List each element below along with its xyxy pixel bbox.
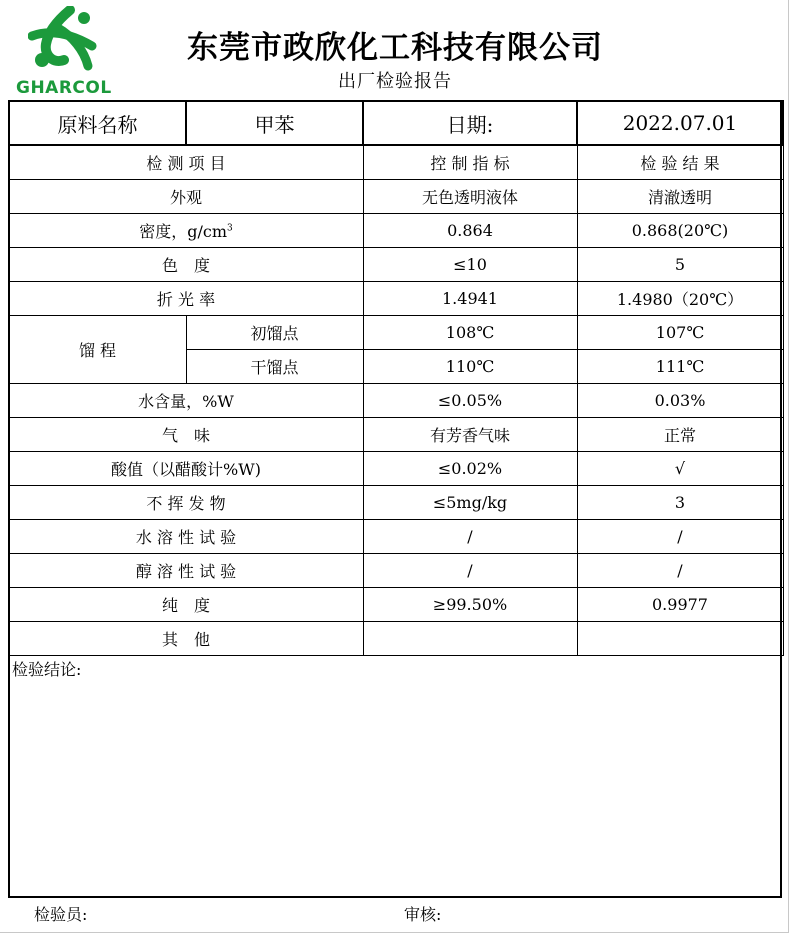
column-result-header: 检 验 结 果 <box>577 145 783 180</box>
material-value: 甲苯 <box>186 101 363 145</box>
info-row <box>9 101 783 145</box>
table-row <box>9 520 783 554</box>
item-spec: 108℃ <box>363 316 577 350</box>
item-subname: 初馏点 <box>186 316 363 350</box>
item-result: 正常 <box>577 418 783 452</box>
item-name <box>9 214 363 248</box>
item-name: 色 度 <box>9 248 363 282</box>
item-spec: ≤0.05% <box>363 384 577 418</box>
item-name: 不 挥 发 物 <box>9 486 363 520</box>
item-spec <box>363 622 577 656</box>
item-name: 水 溶 性 试 验 <box>9 520 363 554</box>
item-name: 气 味 <box>9 418 363 452</box>
item-name: 其 他 <box>9 622 363 656</box>
column-header-row <box>9 145 783 180</box>
item-spec: 1.4941 <box>363 282 577 316</box>
item-result: 1.4980（20℃） <box>577 282 783 316</box>
logo-text: GHARCOL <box>16 78 112 98</box>
table-row <box>9 486 783 520</box>
table-row <box>9 622 783 656</box>
item-result: 107℃ <box>577 316 783 350</box>
inspector-label: 检验员: <box>34 905 88 924</box>
date-value: 2022.07.01 <box>577 101 783 145</box>
item-result: / <box>577 554 783 588</box>
table-row <box>9 554 783 588</box>
item-result: 5 <box>577 248 783 282</box>
item-spec: ≤10 <box>363 248 577 282</box>
reviewer-label: 审核: <box>404 905 442 924</box>
company-name: 东莞市政欣化工科技有限公司 <box>187 30 603 66</box>
conclusion-label: 检验结论: <box>12 660 82 679</box>
report-title: 出厂检验报告 <box>338 71 452 92</box>
table-row <box>9 588 783 622</box>
item-name: 纯 度 <box>9 588 363 622</box>
item-spec: 0.864 <box>363 214 577 248</box>
column-item-header: 检 测 项 目 <box>9 145 363 180</box>
item-name: 醇 溶 性 试 验 <box>9 554 363 588</box>
item-result: √ <box>577 452 783 486</box>
item-result: 111℃ <box>577 350 783 384</box>
item-spec: 110℃ <box>363 350 577 384</box>
density-name: 密度，g/cm <box>139 222 228 241</box>
distillation-name: 馏 程 <box>9 316 186 384</box>
item-result: 3 <box>577 486 783 520</box>
item-name: 外观 <box>9 180 363 214</box>
item-spec: ≥99.50% <box>363 588 577 622</box>
table-row <box>9 418 783 452</box>
table-row <box>9 316 783 350</box>
item-result: 0.03% <box>577 384 783 418</box>
item-spec: / <box>363 520 577 554</box>
table-row <box>9 214 783 248</box>
item-spec: 无色透明液体 <box>363 180 577 214</box>
material-label: 原料名称 <box>9 101 186 145</box>
item-name: 折 光 率 <box>9 282 363 316</box>
item-result: / <box>577 520 783 554</box>
item-name: 酸值（以醋酸计%W) <box>9 452 363 486</box>
item-result <box>577 622 783 656</box>
item-spec: ≤5mg/kg <box>363 486 577 520</box>
item-spec: ≤0.02% <box>363 452 577 486</box>
logo-mark-icon <box>28 6 98 74</box>
report-table <box>8 100 784 656</box>
company-logo <box>14 6 114 96</box>
date-label: 日期: <box>363 101 577 145</box>
item-result: 清澈透明 <box>577 180 783 214</box>
item-spec: / <box>363 554 577 588</box>
column-spec-header: 控 制 指 标 <box>363 145 577 180</box>
table-row <box>9 452 783 486</box>
density-unit-exponent: 3 <box>227 223 233 234</box>
table-row <box>9 384 783 418</box>
table-row <box>9 180 783 214</box>
item-result: 0.868(20℃) <box>577 214 783 248</box>
table-row <box>9 248 783 282</box>
table-row <box>9 282 783 316</box>
item-subname: 干馏点 <box>186 350 363 384</box>
item-name: 水含量，%W <box>9 384 363 418</box>
item-result: 0.9977 <box>577 588 783 622</box>
item-spec: 有芳香气味 <box>363 418 577 452</box>
